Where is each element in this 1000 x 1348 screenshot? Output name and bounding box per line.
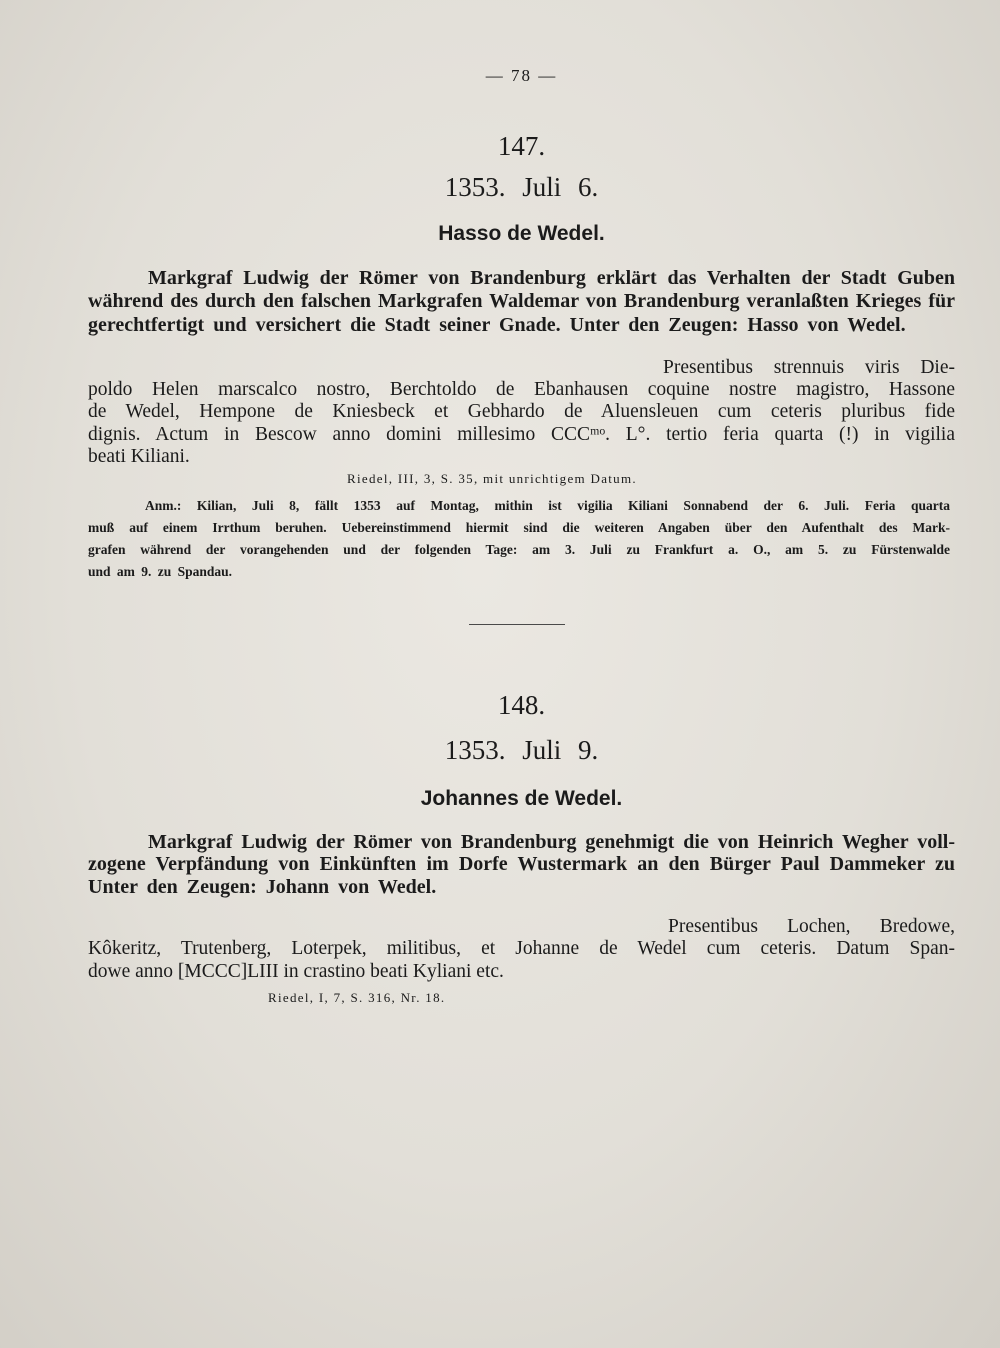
source-citation: Riedel, I, 7, S. 316, Nr. 18. <box>268 990 446 1005</box>
latin-text-line: dowe anno [MCCC]LIII in crastino beati Kyliani etc. <box>88 961 504 982</box>
note-line: grafen während der vorangehenden und der folgenden Tage: am 3. Juli zu Frankfurt a. O., am 5. zu Fürstenwalde <box>88 542 950 557</box>
entry-number: 147. <box>497 131 546 161</box>
latin-text-line: dignis. Actum in Bescow anno domini millesimo CCCᵐᵒ. L°. tertio feria quarta (!) in vigilia <box>88 424 955 445</box>
note-line: muß auf einem Irrthum beruhen. Uebereinstimmend hiermit sind die weiteren Angaben über den Aufenthalt des Mark- <box>88 520 950 535</box>
latin-text-line: Kôkeritz, Trutenberg, Loterpek, militibus, et Johanne de Wedel cum ceteris. Datum Span- <box>88 938 955 959</box>
note-line: und am 9. zu Spandau. <box>88 564 233 579</box>
latin-text-line: Presentibus Lochen, Bredowe, <box>668 916 955 937</box>
latin-text-line: Presentibus strennuis viris Die- <box>663 357 955 378</box>
note-line: Anm.: Kilian, Juli 8, fällt 1353 auf Montag, mithin ist vigilia Kiliani Sonnabend der 6. Juli. Feria quarta <box>145 498 950 513</box>
summary-line: zogene Verpfändung von Einkünften im Dorfe Wustermark an den Bürger Paul Dammeker zu <box>88 853 955 875</box>
entry-title: Johannes de Wedel. <box>420 787 623 810</box>
entry-date: 1353. Juli 6. <box>444 172 599 202</box>
entry-title: Hasso de Wedel. <box>438 222 605 245</box>
entry-number: 148. <box>497 690 546 720</box>
latin-text-line: de Wedel, Hempone de Kniesbeck et Gebhardo de Aluensleuen cum ceteris pluribus fide <box>88 401 955 422</box>
page-number: — 78 — <box>485 66 558 85</box>
summary-line: Unter den Zeugen: Johann von Wedel. <box>88 876 437 898</box>
source-citation: Riedel, III, 3, S. 35, mit unrichtigem Datum. <box>347 471 637 486</box>
latin-text-line: beati Kiliani. <box>88 446 190 467</box>
summary-line: Markgraf Ludwig der Römer von Brandenburg genehmigt die von Heinrich Wegher voll- <box>148 831 955 853</box>
summary-line: während des durch den falschen Markgrafen Waldemar von Brandenburg veranlaßten Krieges für <box>88 290 955 312</box>
latin-text-line: poldo Helen marscalco nostro, Berchtoldo de Ebanhausen coquine nostre magistro, Hassone <box>88 379 955 400</box>
section-divider <box>469 624 565 625</box>
summary-line: Markgraf Ludwig der Römer von Brandenburg erklärt das Verhalten der Stadt Guben <box>148 267 955 289</box>
entry-date: 1353. Juli 9. <box>444 735 599 765</box>
summary-line: gerechtfertigt und versichert die Stadt seiner Gnade. Unter den Zeugen: Hasso von Wedel. <box>88 314 906 336</box>
